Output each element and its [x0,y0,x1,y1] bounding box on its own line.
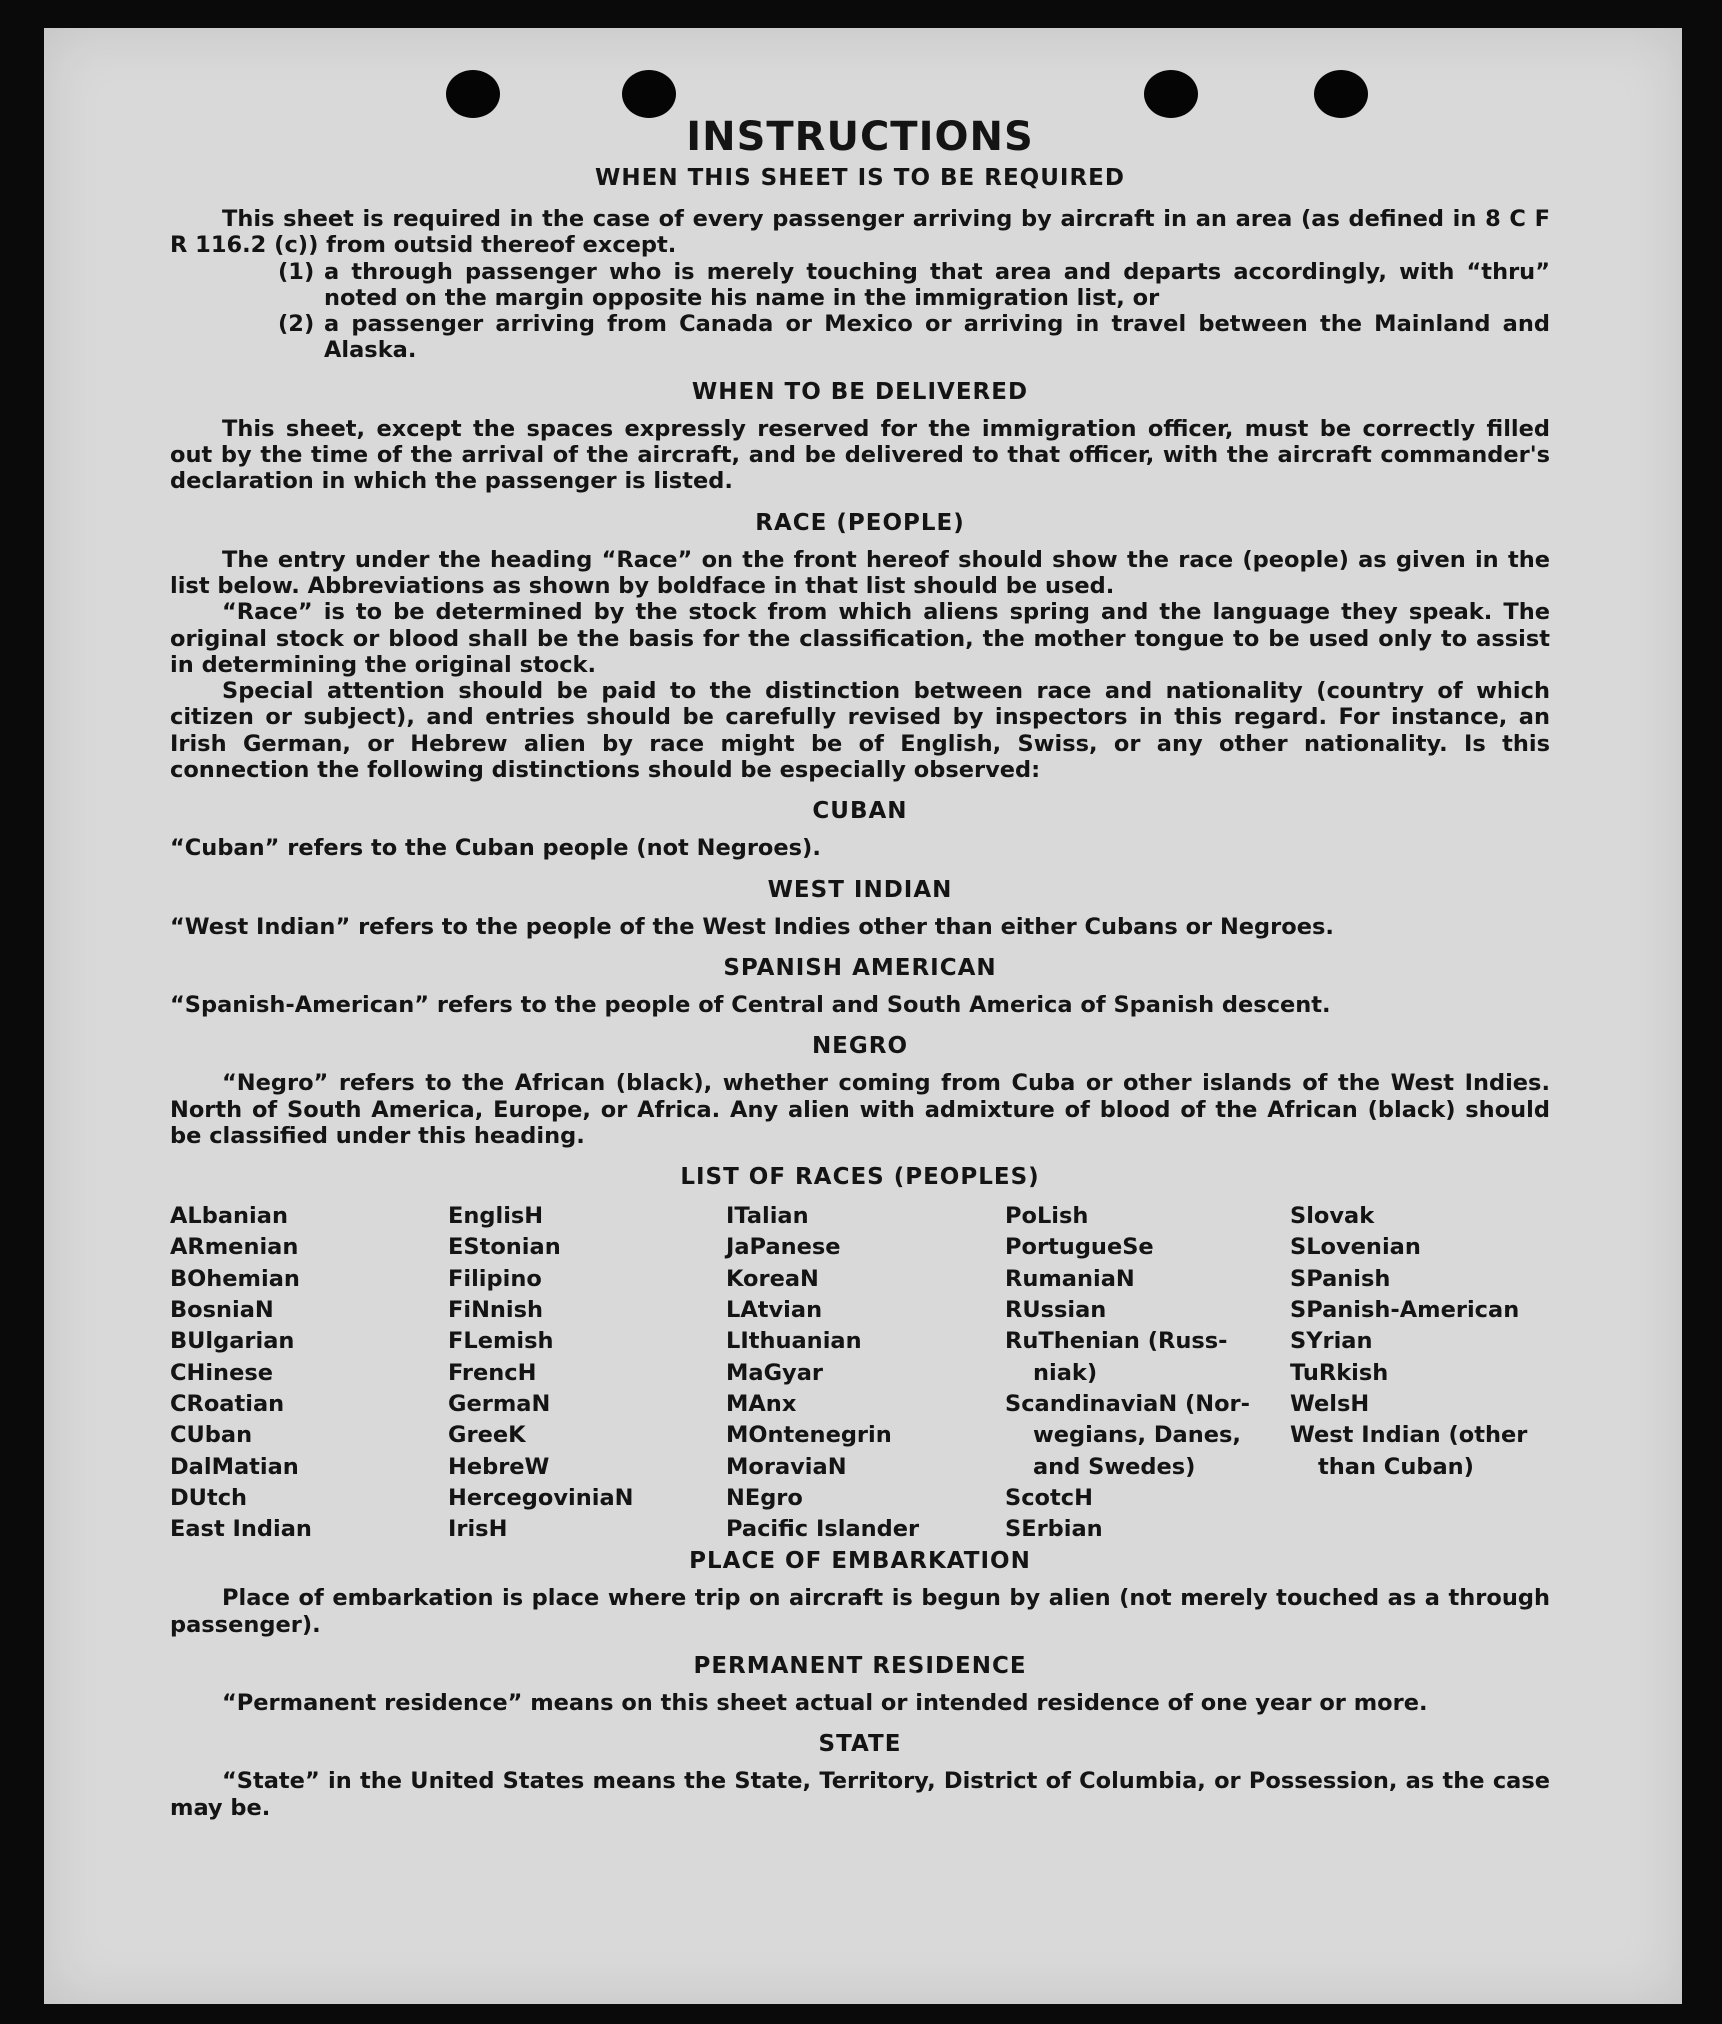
race-entry: Slovak [1290,1203,1375,1230]
punch-hole [1314,70,1368,118]
section-permanent-residence [170,1652,1550,1716]
section-west-indian [170,876,1550,940]
race-entry: SPanish-American [1290,1297,1520,1324]
race-entry: LAtvian [726,1297,823,1324]
section-heading: WHEN TO BE DELIVERED [691,378,1029,405]
list-item-text: a through passenger who is merely touching that area and departs accordingly, with “thru” noted on the margin opposite his name in the immigration list, or [324,258,1550,311]
race-entry: FrencH [448,1359,537,1386]
sections-before [170,164,1550,1149]
section-spanish-american [170,954,1550,1018]
instructions-content [170,114,1550,1835]
race-entry: SLovenian [1290,1234,1421,1261]
race-entry: HercegoviniaN [448,1484,634,1511]
race-entry: GreeK [448,1422,526,1449]
race-entry: ScotcH [1005,1484,1093,1511]
race-entry: ScandinaviaN (Nor- wegians, Danes, and Swedes) [1005,1390,1250,1480]
race-column [1290,1201,1550,1545]
race-entry: DalMatian [170,1453,299,1480]
race-entry: MAnx [726,1390,797,1417]
race-entry: MaGyar [726,1359,823,1386]
section-paragraph: “Race” is to be determined by the stock from which aliens spring and the language they speak. The original stock or blood shall be the basis for the classification, the mother tongue to be used only to assist in determining the original stock. [170,599,1550,678]
section-race-people [170,509,1550,784]
race-entry: RuThenian (Russ- niak) [1005,1328,1228,1386]
race-entry: EnglisH [448,1203,544,1230]
section-paragraph: Place of embarkation is place where trip on aircraft is begun by alien (not merely touched as a through passenger). [170,1585,1550,1638]
list-item-text: a passenger arriving from Canada or Mexico or arriving in travel between the Mainland and Alaska. [324,311,1550,364]
race-entry: WelsH [1290,1390,1370,1417]
section-heading: WHEN THIS SHEET IS TO BE REQUIRED [595,165,1125,191]
section-paragraph: “West Indian” refers to the people of the West Indies other than either Cubans or Negroes. [170,913,1334,940]
section-place-of-embarkation [170,1547,1550,1638]
section-negro [170,1032,1550,1149]
race-entry: RUssian [1005,1297,1107,1324]
race-entry: MOntenegrin [726,1422,892,1449]
race-list [170,1201,1550,1545]
list-item [278,259,1550,312]
race-entry: SYrian [1290,1328,1373,1355]
race-column [170,1201,448,1545]
race-column [448,1201,726,1545]
section-paragraph: Special attention should be paid to the distinction between race and nationality (country of which citizen or subject), and entries should be carefully revised by inspectors in this regard. For instance, an Irish German, or Hebrew alien by race might be of English, Swiss, or any other nationality. Is this connection the following distinctions should be especially observed: [170,678,1550,784]
section-heading: SPANISH AMERICAN [723,954,997,981]
list-item-number: (2) [278,311,315,338]
section-heading: NEGRO [811,1033,909,1060]
section-heading: CUBAN [812,798,908,825]
section-paragraph: This sheet, except the spaces expressly reserved for the immigration officer, must be correctly filled out by the time of the arrival of the aircraft, and be delivered to that officer, with the aircraft commander's declaration in which the passenger is listed. [170,415,1550,495]
race-entry: LIthuanian [726,1328,862,1355]
punch-hole [1144,70,1198,118]
race-entry: IrisH [448,1516,508,1543]
race-entry: SErbian [1005,1516,1103,1543]
race-entry: East Indian [170,1516,312,1543]
section-state [170,1730,1550,1821]
section-paragraph: The entry under the heading “Race” on the front hereof should show the race (people) as given in the list below. Abbreviations as shown by boldface in that list should be used. [170,546,1550,599]
race-column [726,1201,1005,1545]
section-paragraph: “Negro” refers to the African (black), whether coming from Cuba or other islands of the West Indies. North of South America, Europe, or Africa. Any alien with admixture of blood of the African (black) should be classified under this heading. [170,1070,1550,1149]
race-column [1005,1201,1290,1545]
document-sheet [44,28,1682,2004]
race-entry: JaPanese [726,1234,841,1261]
section-heading: STATE [818,1731,902,1758]
race-entry: ITalian [726,1203,809,1230]
list-item-number: (1) [278,258,315,285]
section-paragraph: “Permanent residence” means on this sheet actual or intended residence of one year or more. [222,1689,1428,1716]
race-entry: KoreaN [726,1265,819,1292]
punch-hole [622,70,676,118]
race-entry: TuRkish [1290,1359,1389,1386]
races-heading: LIST OF RACES (PEOPLES) [680,1164,1040,1191]
race-entry: CHinese [170,1359,273,1386]
race-entry: West Indian (other than Cuban) [1290,1422,1528,1480]
race-entry: PoLish [1005,1203,1089,1230]
section-when-this-sheet-is-to-be-required [170,164,1550,364]
race-entry: HebreW [448,1453,550,1480]
sections-after [170,1547,1550,1820]
race-entry: ARmenian [170,1234,299,1261]
race-entry: ALbanian [170,1203,288,1230]
race-entry: SPanish [1290,1265,1391,1292]
race-entry: FLemish [448,1328,554,1355]
race-entry: Pacific Islander [726,1516,920,1543]
race-entry: BOhemian [170,1265,300,1292]
punch-hole [446,70,500,118]
page-title: INSTRUCTIONS [686,114,1034,160]
race-entry: EStonian [448,1234,561,1261]
section-cuban [170,797,1550,861]
section-paragraph: “Spanish-American” refers to the people of Central and South America of Spanish descent. [170,991,1331,1018]
section-when-to-be-delivered [170,378,1550,495]
race-entry: BUlgarian [170,1328,295,1355]
list-item [278,311,1550,364]
section-heading: WEST INDIAN [767,876,953,903]
race-entry: BosniaN [170,1297,274,1324]
race-entry: PortugueSe [1005,1234,1154,1261]
race-entry: RumaniaN [1005,1265,1135,1292]
race-entry: CUban [170,1422,253,1449]
race-entry: CRoatian [170,1390,285,1417]
section-heading: PERMANENT RESIDENCE [693,1652,1027,1679]
section-paragraph: “Cuban” refers to the Cuban people (not Negroes). [170,835,821,862]
section-paragraph: “State” in the United States means the State, Territory, District of Columbia, or Possession, as the case may be. [170,1768,1550,1821]
section-heading: PLACE OF EMBARKATION [689,1548,1031,1575]
race-entry: Filipino [448,1265,542,1292]
race-entry: NEgro [726,1484,803,1511]
section-paragraph: This sheet is required in the case of every passenger arriving by aircraft in an area (as defined in 8 C F R 116.2 (c)) from outsid thereof except. [170,206,1550,259]
race-entry: FiNnish [448,1297,544,1324]
section-heading: RACE (PEOPLE) [755,509,965,536]
race-entry: GermaN [448,1390,551,1417]
race-entry: DUtch [170,1484,248,1511]
race-entry: MoraviaN [726,1453,847,1480]
